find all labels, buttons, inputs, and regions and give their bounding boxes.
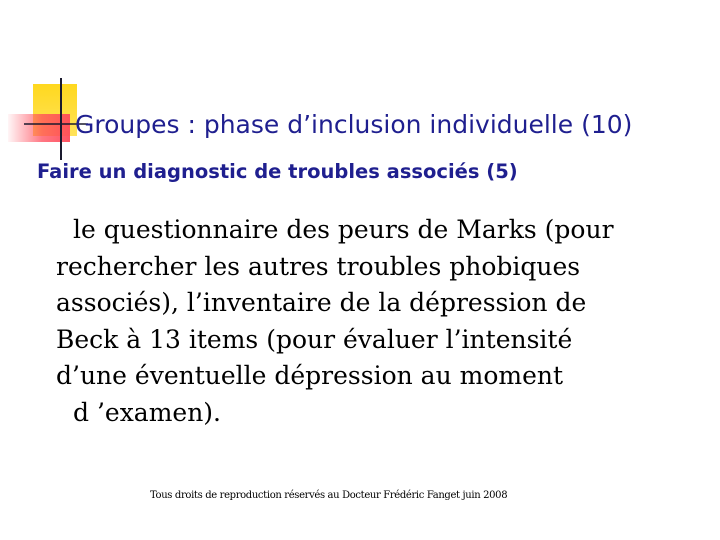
body-line: associés), l’inventaire de la dépression de (56, 288, 587, 318)
slide-title: Groupes : phase d’inclusion individuelle (10) (75, 110, 633, 139)
body-line: rechercher les autres troubles phobiques (56, 251, 581, 281)
body-line: d ’examen). (73, 397, 221, 427)
slide-subtitle: Faire un diagnostic de troubles associés (5) (37, 160, 518, 183)
copyright-footer: Tous droits de reproduction réservés au Docteur Frédéric Fanget juin 2008 (150, 490, 508, 501)
body-line: le questionnaire des peurs de Marks (pour (73, 215, 614, 244)
body-line: Beck à 13 items (pour évaluer l’intensité (56, 324, 573, 354)
body-line: d’une éventuelle dépression au moment (56, 361, 564, 391)
body-text (56, 212, 706, 432)
